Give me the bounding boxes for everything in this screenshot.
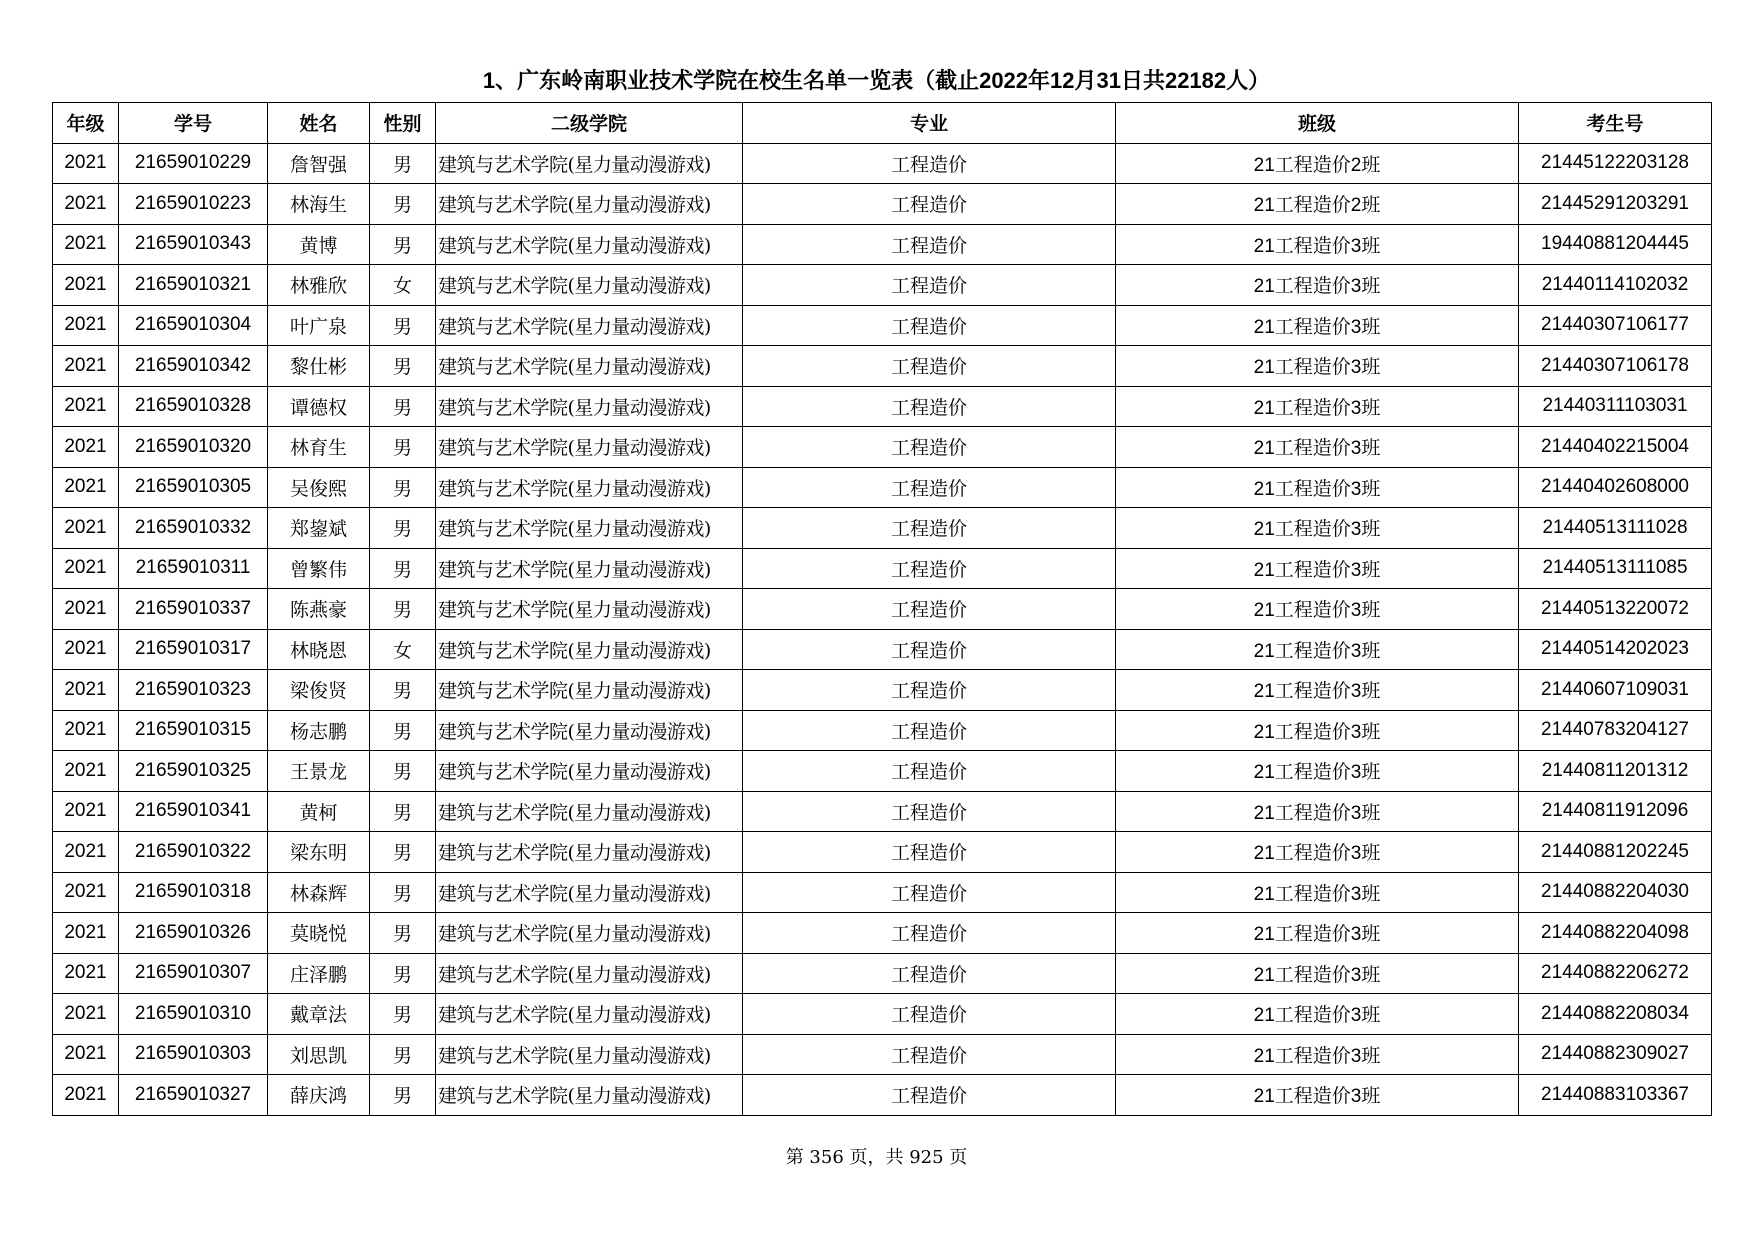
college-cell: 建筑与艺术学院(星力量动漫游戏) [436, 184, 743, 225]
name-cell: 庄泽鹏 [268, 953, 370, 994]
student-id-cell: 21659010311 [119, 548, 268, 589]
class-cell: 21工程造价3班 [1116, 872, 1519, 913]
student-id-cell: 21659010317 [119, 629, 268, 670]
exam-number-cell: 21440881202245 [1519, 832, 1712, 873]
major-cell: 工程造价 [743, 1034, 1116, 1075]
student-id-cell: 21659010321 [119, 265, 268, 306]
gender-cell: 男 [370, 710, 436, 751]
major-cell: 工程造价 [743, 791, 1116, 832]
grade-cell: 2021 [53, 751, 119, 792]
table-row [53, 346, 1712, 387]
grade-cell: 2021 [53, 791, 119, 832]
gender-cell: 女 [370, 265, 436, 306]
column-header-major: 专业 [743, 103, 1116, 144]
table-row [53, 184, 1712, 225]
class-cell: 21工程造价3班 [1116, 670, 1519, 711]
class-cell: 21工程造价3班 [1116, 427, 1519, 468]
college-cell: 建筑与艺术学院(星力量动漫游戏) [436, 629, 743, 670]
table-row [53, 791, 1712, 832]
college-cell: 建筑与艺术学院(星力量动漫游戏) [436, 1034, 743, 1075]
column-header-gender: 性别 [370, 103, 436, 144]
column-header-college: 二级学院 [436, 103, 743, 144]
student-id-cell: 21659010318 [119, 872, 268, 913]
major-cell: 工程造价 [743, 1075, 1116, 1116]
grade-cell: 2021 [53, 386, 119, 427]
gender-cell: 男 [370, 386, 436, 427]
grade-cell: 2021 [53, 670, 119, 711]
college-cell: 建筑与艺术学院(星力量动漫游戏) [436, 427, 743, 468]
class-cell: 21工程造价3班 [1116, 224, 1519, 265]
gender-cell: 男 [370, 670, 436, 711]
major-cell: 工程造价 [743, 305, 1116, 346]
college-cell: 建筑与艺术学院(星力量动漫游戏) [436, 224, 743, 265]
class-cell: 21工程造价3班 [1116, 913, 1519, 954]
class-cell: 21工程造价3班 [1116, 953, 1519, 994]
college-cell: 建筑与艺术学院(星力量动漫游戏) [436, 265, 743, 306]
exam-number-cell: 21440811912096 [1519, 791, 1712, 832]
student-id-cell: 21659010326 [119, 913, 268, 954]
grade-cell: 2021 [53, 265, 119, 306]
major-cell: 工程造价 [743, 953, 1116, 994]
gender-cell: 男 [370, 751, 436, 792]
column-header-class: 班级 [1116, 103, 1519, 144]
college-cell: 建筑与艺术学院(星力量动漫游戏) [436, 710, 743, 751]
class-cell: 21工程造价3班 [1116, 629, 1519, 670]
exam-number-cell: 21445291203291 [1519, 184, 1712, 225]
name-cell: 林雅欣 [268, 265, 370, 306]
grade-cell: 2021 [53, 1034, 119, 1075]
student-id-cell: 21659010229 [119, 143, 268, 184]
exam-number-cell: 21440311103031 [1519, 386, 1712, 427]
table-row [53, 629, 1712, 670]
name-cell: 梁东明 [268, 832, 370, 873]
class-cell: 21工程造价3班 [1116, 791, 1519, 832]
grade-cell: 2021 [53, 467, 119, 508]
class-cell: 21工程造价3班 [1116, 1034, 1519, 1075]
major-cell: 工程造价 [743, 872, 1116, 913]
college-cell: 建筑与艺术学院(星力量动漫游戏) [436, 467, 743, 508]
gender-cell: 男 [370, 1075, 436, 1116]
class-cell: 21工程造价2班 [1116, 184, 1519, 225]
class-cell: 21工程造价3班 [1116, 548, 1519, 589]
major-cell: 工程造价 [743, 548, 1116, 589]
student-id-cell: 21659010327 [119, 1075, 268, 1116]
grade-cell: 2021 [53, 427, 119, 468]
name-cell: 杨志鹏 [268, 710, 370, 751]
name-cell: 黎仕彬 [268, 346, 370, 387]
table-row [53, 224, 1712, 265]
column-header-exam-number: 考生号 [1519, 103, 1712, 144]
student-id-cell: 21659010307 [119, 953, 268, 994]
student-id-cell: 21659010328 [119, 386, 268, 427]
gender-cell: 男 [370, 548, 436, 589]
table-row [53, 386, 1712, 427]
major-cell: 工程造价 [743, 427, 1116, 468]
exam-number-cell: 21440307106178 [1519, 346, 1712, 387]
grade-cell: 2021 [53, 589, 119, 630]
college-cell: 建筑与艺术学院(星力量动漫游戏) [436, 305, 743, 346]
exam-number-cell: 21440307106177 [1519, 305, 1712, 346]
name-cell: 黄博 [268, 224, 370, 265]
class-cell: 21工程造价3班 [1116, 346, 1519, 387]
grade-cell: 2021 [53, 305, 119, 346]
column-header-student-id: 学号 [119, 103, 268, 144]
student-id-cell: 21659010341 [119, 791, 268, 832]
table-row [53, 832, 1712, 873]
exam-number-cell: 21445122203128 [1519, 143, 1712, 184]
table-header-row [53, 103, 1712, 144]
class-cell: 21工程造价3班 [1116, 265, 1519, 306]
student-id-cell: 21659010332 [119, 508, 268, 549]
major-cell: 工程造价 [743, 265, 1116, 306]
class-cell: 21工程造价3班 [1116, 467, 1519, 508]
table-row [53, 994, 1712, 1035]
major-cell: 工程造价 [743, 751, 1116, 792]
student-id-cell: 21659010325 [119, 751, 268, 792]
class-cell: 21工程造价3班 [1116, 386, 1519, 427]
table-row [53, 872, 1712, 913]
student-id-cell: 21659010304 [119, 305, 268, 346]
exam-number-cell: 21440607109031 [1519, 670, 1712, 711]
exam-number-cell: 21440783204127 [1519, 710, 1712, 751]
major-cell: 工程造价 [743, 629, 1116, 670]
grade-cell: 2021 [53, 224, 119, 265]
grade-cell: 2021 [53, 953, 119, 994]
table-row [53, 467, 1712, 508]
college-cell: 建筑与艺术学院(星力量动漫游戏) [436, 670, 743, 711]
class-cell: 21工程造价3班 [1116, 994, 1519, 1035]
name-cell: 林海生 [268, 184, 370, 225]
column-header-name: 姓名 [268, 103, 370, 144]
student-id-cell: 21659010323 [119, 670, 268, 711]
table-row [53, 265, 1712, 306]
name-cell: 王景龙 [268, 751, 370, 792]
major-cell: 工程造价 [743, 913, 1116, 954]
column-header-grade: 年级 [53, 103, 119, 144]
table-row [53, 305, 1712, 346]
table-body [53, 143, 1712, 1115]
gender-cell: 男 [370, 872, 436, 913]
table-row [53, 143, 1712, 184]
name-cell: 林森辉 [268, 872, 370, 913]
gender-cell: 男 [370, 508, 436, 549]
student-id-cell: 21659010315 [119, 710, 268, 751]
grade-cell: 2021 [53, 913, 119, 954]
college-cell: 建筑与艺术学院(星力量动漫游戏) [436, 751, 743, 792]
table-row [53, 427, 1712, 468]
exam-number-cell: 21440513220072 [1519, 589, 1712, 630]
grade-cell: 2021 [53, 832, 119, 873]
student-roster-table [52, 102, 1712, 1116]
exam-number-cell: 21440514202023 [1519, 629, 1712, 670]
gender-cell: 男 [370, 143, 436, 184]
gender-cell: 男 [370, 427, 436, 468]
grade-cell: 2021 [53, 508, 119, 549]
name-cell: 林晓恩 [268, 629, 370, 670]
exam-number-cell: 21440811201312 [1519, 751, 1712, 792]
table-row [53, 751, 1712, 792]
name-cell: 谭德权 [268, 386, 370, 427]
table-row [53, 548, 1712, 589]
table-row [53, 670, 1712, 711]
grade-cell: 2021 [53, 1075, 119, 1116]
college-cell: 建筑与艺术学院(星力量动漫游戏) [436, 872, 743, 913]
name-cell: 林育生 [268, 427, 370, 468]
grade-cell: 2021 [53, 184, 119, 225]
gender-cell: 男 [370, 913, 436, 954]
exam-number-cell: 21440882309027 [1519, 1034, 1712, 1075]
college-cell: 建筑与艺术学院(星力量动漫游戏) [436, 791, 743, 832]
name-cell: 薛庆鸿 [268, 1075, 370, 1116]
name-cell: 叶广泉 [268, 305, 370, 346]
student-id-cell: 21659010223 [119, 184, 268, 225]
gender-cell: 男 [370, 224, 436, 265]
gender-cell: 男 [370, 589, 436, 630]
class-cell: 21工程造价3班 [1116, 589, 1519, 630]
gender-cell: 男 [370, 994, 436, 1035]
page-number-footer: 第 356 页，共 925 页 [785, 1147, 968, 1168]
college-cell: 建筑与艺术学院(星力量动漫游戏) [436, 143, 743, 184]
grade-cell: 2021 [53, 629, 119, 670]
name-cell: 詹智强 [268, 143, 370, 184]
student-id-cell: 21659010322 [119, 832, 268, 873]
name-cell: 黄柯 [268, 791, 370, 832]
college-cell: 建筑与艺术学院(星力量动漫游戏) [436, 953, 743, 994]
student-id-cell: 21659010337 [119, 589, 268, 630]
name-cell: 曾繁伟 [268, 548, 370, 589]
college-cell: 建筑与艺术学院(星力量动漫游戏) [436, 508, 743, 549]
major-cell: 工程造价 [743, 994, 1116, 1035]
major-cell: 工程造价 [743, 508, 1116, 549]
page-title: 1、广东岭南职业技术学院在校生名单一览表（截止2022年12月31日共22182人） [482, 68, 1271, 93]
gender-cell: 男 [370, 791, 436, 832]
college-cell: 建筑与艺术学院(星力量动漫游戏) [436, 913, 743, 954]
table-row [53, 589, 1712, 630]
gender-cell: 男 [370, 953, 436, 994]
name-cell: 梁俊贤 [268, 670, 370, 711]
name-cell: 戴章法 [268, 994, 370, 1035]
exam-number-cell: 21440882204098 [1519, 913, 1712, 954]
major-cell: 工程造价 [743, 224, 1116, 265]
major-cell: 工程造价 [743, 184, 1116, 225]
name-cell: 莫晓悦 [268, 913, 370, 954]
class-cell: 21工程造价3班 [1116, 508, 1519, 549]
college-cell: 建筑与艺术学院(星力量动漫游戏) [436, 994, 743, 1035]
student-id-cell: 21659010343 [119, 224, 268, 265]
college-cell: 建筑与艺术学院(星力量动漫游戏) [436, 589, 743, 630]
major-cell: 工程造价 [743, 589, 1116, 630]
exam-number-cell: 19440881204445 [1519, 224, 1712, 265]
student-id-cell: 21659010303 [119, 1034, 268, 1075]
major-cell: 工程造价 [743, 710, 1116, 751]
table-row [53, 710, 1712, 751]
exam-number-cell: 21440513111028 [1519, 508, 1712, 549]
exam-number-cell: 21440882204030 [1519, 872, 1712, 913]
exam-number-cell: 21440402215004 [1519, 427, 1712, 468]
student-id-cell: 21659010305 [119, 467, 268, 508]
class-cell: 21工程造价3班 [1116, 305, 1519, 346]
class-cell: 21工程造价3班 [1116, 710, 1519, 751]
table-row [53, 1034, 1712, 1075]
name-cell: 刘思凯 [268, 1034, 370, 1075]
exam-number-cell: 21440402608000 [1519, 467, 1712, 508]
gender-cell: 男 [370, 305, 436, 346]
student-id-cell: 21659010342 [119, 346, 268, 387]
major-cell: 工程造价 [743, 832, 1116, 873]
table-row [53, 1075, 1712, 1116]
gender-cell: 男 [370, 346, 436, 387]
gender-cell: 男 [370, 1034, 436, 1075]
class-cell: 21工程造价2班 [1116, 143, 1519, 184]
major-cell: 工程造价 [743, 346, 1116, 387]
exam-number-cell: 21440882208034 [1519, 994, 1712, 1035]
major-cell: 工程造价 [743, 386, 1116, 427]
exam-number-cell: 21440114102032 [1519, 265, 1712, 306]
name-cell: 吴俊熙 [268, 467, 370, 508]
major-cell: 工程造价 [743, 670, 1116, 711]
name-cell: 陈燕豪 [268, 589, 370, 630]
grade-cell: 2021 [53, 710, 119, 751]
class-cell: 21工程造价3班 [1116, 1075, 1519, 1116]
class-cell: 21工程造价3班 [1116, 751, 1519, 792]
table-row [53, 913, 1712, 954]
college-cell: 建筑与艺术学院(星力量动漫游戏) [436, 1075, 743, 1116]
class-cell: 21工程造价3班 [1116, 832, 1519, 873]
major-cell: 工程造价 [743, 143, 1116, 184]
gender-cell: 男 [370, 832, 436, 873]
grade-cell: 2021 [53, 994, 119, 1035]
gender-cell: 男 [370, 184, 436, 225]
college-cell: 建筑与艺术学院(星力量动漫游戏) [436, 832, 743, 873]
college-cell: 建筑与艺术学院(星力量动漫游戏) [436, 548, 743, 589]
gender-cell: 女 [370, 629, 436, 670]
table-row [53, 953, 1712, 994]
exam-number-cell: 21440513111085 [1519, 548, 1712, 589]
college-cell: 建筑与艺术学院(星力量动漫游戏) [436, 346, 743, 387]
grade-cell: 2021 [53, 872, 119, 913]
gender-cell: 男 [370, 467, 436, 508]
college-cell: 建筑与艺术学院(星力量动漫游戏) [436, 386, 743, 427]
grade-cell: 2021 [53, 346, 119, 387]
grade-cell: 2021 [53, 548, 119, 589]
name-cell: 郑鋆斌 [268, 508, 370, 549]
student-id-cell: 21659010320 [119, 427, 268, 468]
student-id-cell: 21659010310 [119, 994, 268, 1035]
exam-number-cell: 21440883103367 [1519, 1075, 1712, 1116]
table-row [53, 508, 1712, 549]
major-cell: 工程造价 [743, 467, 1116, 508]
exam-number-cell: 21440882206272 [1519, 953, 1712, 994]
grade-cell: 2021 [53, 143, 119, 184]
